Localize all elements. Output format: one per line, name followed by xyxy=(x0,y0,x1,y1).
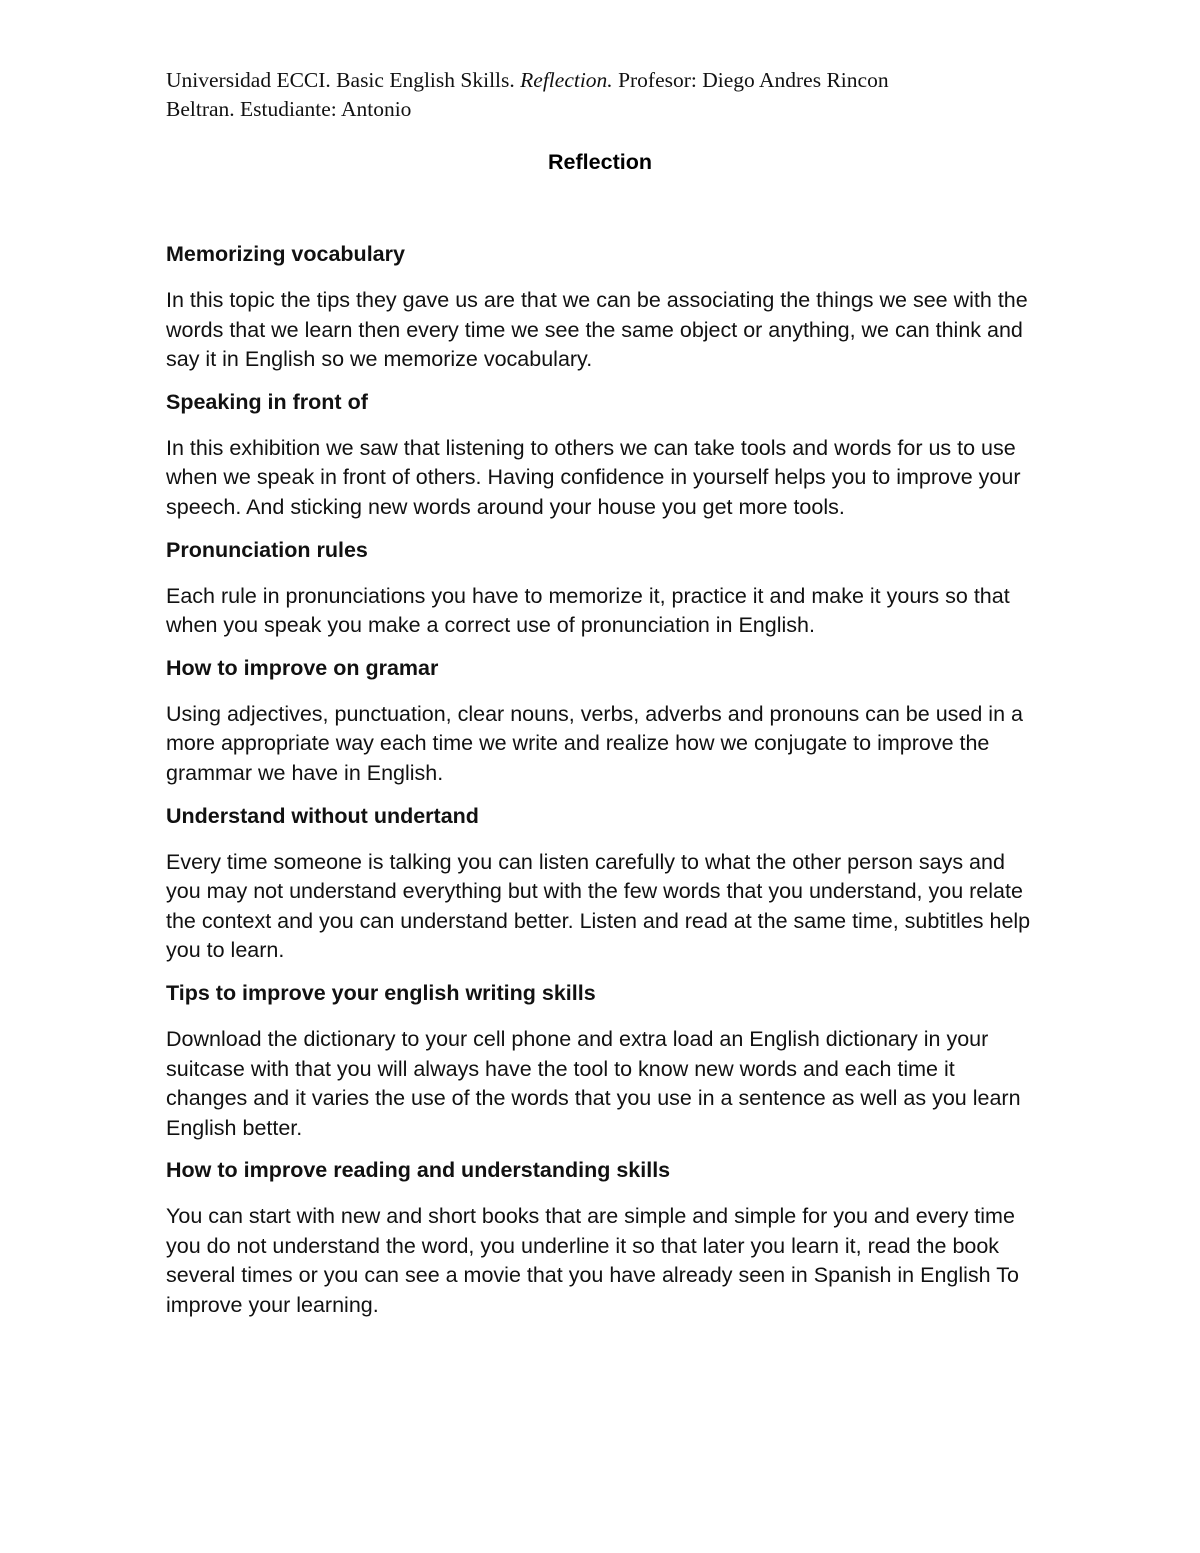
header-course-text: Universidad ECCI. Basic English Skills. xyxy=(166,68,521,92)
section-heading: Memorizing vocabulary xyxy=(166,242,405,266)
section-improve-grammar xyxy=(166,654,1036,789)
section-heading: Understand without undertand xyxy=(166,803,479,828)
section-writing-skills xyxy=(166,979,1036,1143)
section-heading: Speaking in front of xyxy=(166,389,368,414)
section-heading: How to improve reading and understanding skills xyxy=(166,1158,671,1183)
section-pronunciation-rules xyxy=(166,536,1036,641)
section-heading: How to improve on gramar xyxy=(166,655,439,680)
section-paragraph: Each rule in pronunciations you have to memorize it, practice it and make it yours so that when you speak you make a correct use of pronunciation in English. xyxy=(166,583,1010,638)
section-memorizing-vocabulary xyxy=(166,240,1036,375)
section-paragraph: In this exhibition we saw that listening to others we can take tools and words for us to use when we speak in front of others. Having confidence in yourself helps you to improve your speech. And sticking new words around your house you get more tools. xyxy=(166,435,1021,519)
section-speaking-in-front xyxy=(166,388,1036,523)
document-body xyxy=(166,240,1036,1334)
section-reading-skills xyxy=(166,1156,1036,1320)
header-assignment-title: Reflection. xyxy=(520,68,613,92)
header-professor-text: Profesor: Diego Andres Rincon xyxy=(612,68,889,92)
section-paragraph: Every time someone is talking you can listen carefully to what the other person says and you may not understand everything but with the few words that you understand, you relate the context and you can understand better. Listen and read at the same time, subtitles help you to learn. xyxy=(166,849,1031,963)
header-student-text: Beltran. Estudiante: Antonio xyxy=(166,97,412,121)
page-title: Reflection xyxy=(548,150,652,174)
section-paragraph: In this topic the tips they gave us are that we can be associating the things we see with the words that we learn then every time we see the same object or anything, we can think and say it in English so we memorize vocabulary. xyxy=(166,288,1028,372)
section-heading: Pronunciation rules xyxy=(166,537,368,562)
section-understand-without-understand xyxy=(166,802,1036,966)
document-header xyxy=(166,66,1046,124)
section-paragraph: Using adjectives, punctuation, clear nouns, verbs, adverbs and pronouns can be used in a more appropriate way each time we write and realize how we conjugate to improve the grammar we have in English. xyxy=(166,701,1023,785)
section-paragraph: You can start with new and short books that are simple and simple for you and every time you do not understand the word, you underline it so that later you learn it, read the book several times or you can see a movie that you have already seen in Spanish in English To improve your learning. xyxy=(166,1204,1019,1318)
section-heading: Tips to improve your english writing skills xyxy=(166,980,596,1005)
section-paragraph: Download the dictionary to your cell phone and extra load an English dictionary in your suitcase with that you will always have the tool to know new words and each time it changes and it varies the use of the words that you use in a sentence as well as you learn English better. xyxy=(166,1026,1021,1140)
